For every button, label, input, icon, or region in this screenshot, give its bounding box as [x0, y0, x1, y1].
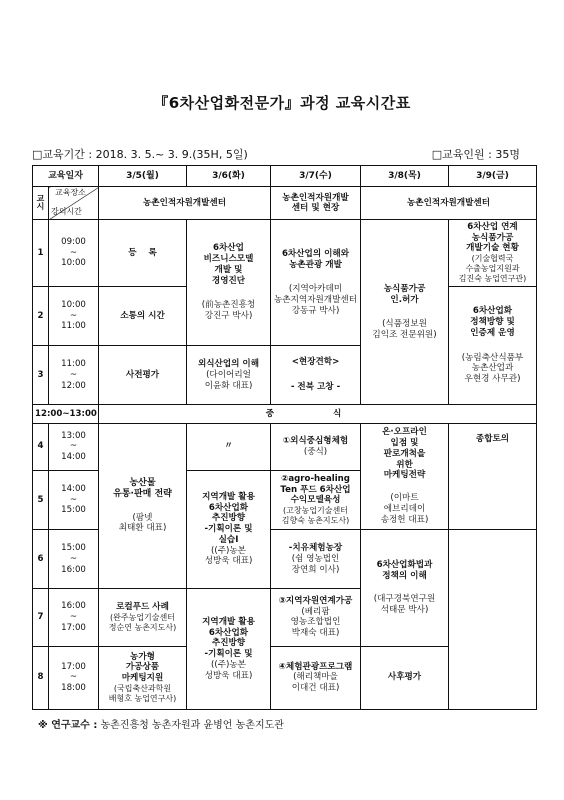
session-cell: 〃 — [187, 423, 271, 470]
period-time: 11:00 ~ 12:00 — [49, 346, 99, 405]
period-time: 09:00 ~ 10:00 — [49, 220, 99, 287]
session-title: 농가형 가공상품 마케팅지원 — [121, 651, 164, 684]
lunch-time: 12:00~13:00 — [33, 405, 99, 423]
period-time: 14:00 ~ 15:00 — [49, 470, 99, 529]
session-cell — [187, 346, 271, 405]
period-number: 8 — [33, 646, 49, 709]
period-number: 2 — [33, 286, 49, 345]
session-lecturer: (완주농업기술센터 정순연 농촌지도사) — [108, 612, 177, 632]
period-number: 5 — [33, 470, 49, 529]
day-header: 3/5(월) — [99, 166, 187, 187]
period-time: 16:00 ~ 17:00 — [49, 589, 99, 646]
session-lecturer: (식품정보원 김익조 전문위원) — [372, 319, 437, 340]
day-header: 3/9(금) — [449, 166, 537, 187]
session-lecturer: (대구경북연구원 석태문 박사) — [373, 593, 436, 615]
period-number: 4 — [33, 423, 49, 470]
education-period: □교육기간 : 2018. 3. 5.~ 3. 9.(35H, 5일) — [32, 148, 248, 161]
place-cell: 농촌인적자원개발센터 — [361, 187, 537, 220]
session-title: 외식산업의 이해 — [197, 359, 260, 370]
place-label: 교육장소 — [55, 188, 86, 198]
place-row — [33, 187, 537, 220]
diagonal-header-cell — [49, 187, 99, 220]
session-title: 6차산업의 이해와 농촌관광 개발 — [281, 248, 350, 270]
schedule-table — [32, 165, 537, 710]
session-cell — [271, 470, 361, 529]
period-time: 17:00 ~ 18:00 — [49, 646, 99, 709]
session-cell — [449, 286, 537, 405]
period-time: 15:00 ~ 16:00 — [49, 530, 99, 589]
session-title: 6차산업화법과 정책의 이해 — [376, 560, 433, 582]
session-lecturer: ((주)농본 성방욱 대표) — [204, 659, 253, 681]
place-cell: 농촌인적자원개발센터 — [99, 187, 271, 220]
session-cell — [271, 530, 361, 589]
page-title: 『6차산업화전문가』과정 교육시간표 — [153, 94, 411, 112]
session-cell — [271, 423, 361, 470]
education-headcount: □교육인원 : 35명 — [431, 148, 520, 161]
header-row — [33, 166, 537, 187]
session-lecturer: (중식) — [303, 446, 328, 457]
session-lecturer: (고창농업기술센터 김향숙 농촌지도사) — [281, 506, 350, 525]
session-title: 6차산업 연계 농식품가공 개발기술 현황 — [466, 221, 519, 254]
session-title: ③지역자원연계가공 — [278, 595, 353, 606]
session-cell — [449, 220, 537, 287]
session-cell — [187, 470, 271, 589]
session-cell: 종합토의 — [449, 423, 537, 529]
session-lecturer: (팜넷 최태환 대표) — [118, 512, 167, 534]
period-label: 교시 — [33, 187, 49, 220]
session-cell — [271, 646, 361, 709]
session-lecturer: (前농촌진흥청 강진구 박사) — [201, 300, 256, 322]
session-title: 농산물 유통·판매 전략 — [113, 478, 172, 500]
session-title: ②agro-healing Ten 푸드 6차산업 수익모델육성 — [280, 473, 351, 506]
session-title: ①외식중심형체험 — [282, 436, 349, 447]
period-row — [33, 220, 537, 287]
field-trip-label: <현장견학> — [291, 357, 340, 368]
session-cell — [187, 220, 271, 346]
session-lecturer: (쉼 영농법인 장연희 이사) — [291, 553, 340, 575]
session-lecturer: (다이어리얼 이윤화 대표) — [204, 369, 253, 391]
session-cell — [99, 589, 187, 646]
session-cell — [99, 423, 187, 589]
session-title: 농식품가공 인.허가 — [383, 283, 426, 305]
field-trip-location: - 전북 고창 - — [290, 382, 341, 393]
session-cell-empty — [449, 530, 537, 710]
session-cell: 등 록 — [99, 220, 187, 287]
day-header: 3/8(목) — [361, 166, 449, 187]
session-cell: 사후평가 — [361, 646, 449, 709]
session-cell — [271, 346, 361, 405]
day-header: 3/7(수) — [271, 166, 361, 187]
session-lecturer: (베리팜 영농조합법인 박재숙 대표) — [290, 606, 341, 639]
footer-label: ※ 연구교수 : — [38, 720, 98, 731]
date-label: 교육일자 — [33, 166, 99, 187]
session-cell — [99, 646, 187, 709]
session-lecturer: (국립축산과학원 배형호 농업연구사) — [108, 683, 177, 703]
session-title: 온·오프라인 입점 및 판로개척을 위한 마케팅전략 — [382, 427, 427, 481]
session-lecturer: (이마트 에브리데이 송정헌 대표) — [380, 493, 429, 525]
time-label: 강의시간 — [51, 207, 82, 217]
session-lecturer: (해리책마을 이대건 대표) — [291, 672, 340, 694]
session-cell — [271, 220, 361, 346]
footer-note — [38, 716, 284, 731]
footer-names: 농촌진흥청 농촌자원과 윤병언 농촌지도관 — [100, 720, 284, 731]
session-cell — [361, 423, 449, 529]
session-title: 로컬푸드 사례 — [116, 602, 169, 613]
session-lecturer: (기술협력국 수출농업지원과 김진숙 농업연구관) — [458, 254, 527, 284]
session-cell — [361, 220, 449, 405]
period-number: 6 — [33, 530, 49, 589]
session-cell — [271, 589, 361, 646]
session-lecturer: ((주)농본 성방욱 대표) — [204, 545, 253, 567]
session-title: 6차산업화 정책방향 및 인증제 운영 — [470, 306, 515, 338]
session-title: 지역개발 활용 6차산업화 추진방향 -기획이론 및 실습Ⅰ — [202, 491, 255, 545]
session-cell: 사전평가 — [99, 346, 187, 405]
lunch-label: 중 식 — [99, 405, 537, 423]
session-title: 6차산업 비즈니스모델 개발 및 경영진단 — [203, 243, 254, 286]
lunch-row — [33, 405, 537, 423]
day-header: 3/6(화) — [187, 166, 271, 187]
place-cell: 농촌인적자원개발 센터 및 현장 — [271, 187, 361, 220]
session-lecturer: (지역아카데미 농촌지역자원개발센터 강동규 박사) — [273, 284, 358, 316]
session-cell — [187, 589, 271, 710]
session-title: -치유체험농장 — [288, 543, 343, 554]
period-time: 10:00 ~ 11:00 — [49, 286, 99, 345]
period-number: 1 — [33, 220, 49, 287]
period-row — [33, 423, 537, 470]
period-number: 3 — [33, 346, 49, 405]
period-number: 7 — [33, 589, 49, 646]
period-time: 13:00 ~ 14:00 — [49, 423, 99, 470]
session-title: 지역개발 활용 6차산업화 추진방향 -기획이론 및 — [202, 616, 255, 660]
session-title: ④체험관광프로그램 — [278, 661, 353, 672]
session-lecturer: (농림축산식품부 농촌산업과 우현경 사무관) — [461, 352, 524, 385]
session-cell — [361, 530, 449, 647]
session-cell: 소통의 시간 — [99, 286, 187, 345]
